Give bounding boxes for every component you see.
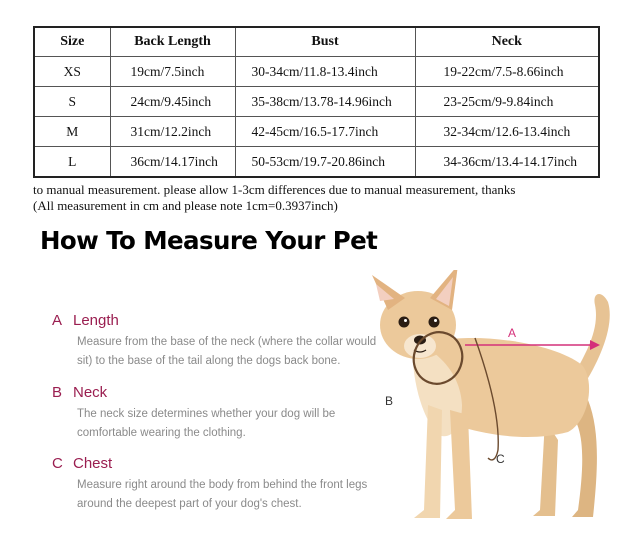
label-a: A xyxy=(508,326,517,340)
page-heading: How To Measure Your Pet xyxy=(40,226,378,255)
neck-cell: 32-34cm/12.6-13.4inch xyxy=(415,117,599,147)
size-chart-table xyxy=(33,26,600,178)
guide-length-label: Length xyxy=(73,312,119,329)
header-back-length: Back Length xyxy=(110,27,235,57)
size-cell: S xyxy=(34,87,110,117)
guide-neck-description: The neck size determines whether your dog will be comfortable wearing the clothing. xyxy=(77,408,336,439)
size-cell: L xyxy=(34,147,110,178)
guide-letter-b: B xyxy=(52,384,63,401)
guide-length xyxy=(52,312,377,371)
back-length-cell: 19cm/7.5inch xyxy=(110,57,235,87)
table-row xyxy=(34,87,599,117)
label-b: B xyxy=(385,394,394,408)
conversion-note: (All measurement in cm and please note 1cm=0.3937inch) xyxy=(33,198,338,213)
dog-measurement-illustration xyxy=(350,270,640,550)
guide-neck xyxy=(52,384,377,443)
size-cell: M xyxy=(34,117,110,147)
back-length-cell: 24cm/9.45inch xyxy=(110,87,235,117)
guide-chest-description: Measure right around the body from behind the front legs around the deepest part of your dog's chest. xyxy=(77,479,368,510)
bust-cell: 42-45cm/16.5-17.7inch xyxy=(235,117,415,147)
bust-cell: 35-38cm/13.78-14.96inch xyxy=(235,87,415,117)
size-cell: XS xyxy=(34,57,110,87)
table-row xyxy=(34,117,599,147)
table-row xyxy=(34,57,599,87)
label-c: C xyxy=(496,452,505,466)
guide-chest xyxy=(52,455,377,514)
bust-cell: 50-53cm/19.7-20.86inch xyxy=(235,147,415,178)
guide-neck-title xyxy=(52,384,377,401)
guide-letter-a: A xyxy=(52,312,63,329)
guide-length-title xyxy=(52,312,377,329)
guide-chest-label: Chest xyxy=(73,455,113,472)
table-header-row xyxy=(34,27,599,57)
guide-letter-c: C xyxy=(52,455,63,472)
neck-cell: 19-22cm/7.5-8.66inch xyxy=(415,57,599,87)
measurement-note: to manual measurement. please allow 1-3cm differences due to manual measurement, thanks xyxy=(33,182,516,197)
neck-cell: 23-25cm/9-9.84inch xyxy=(415,87,599,117)
guide-neck-label: Neck xyxy=(73,384,108,401)
neck-cell: 34-36cm/13.4-14.17inch xyxy=(415,147,599,178)
header-neck: Neck xyxy=(415,27,599,57)
back-length-cell: 31cm/12.2inch xyxy=(110,117,235,147)
dog-icon xyxy=(372,270,610,519)
header-bust: Bust xyxy=(235,27,415,57)
bust-cell: 30-34cm/11.8-13.4inch xyxy=(235,57,415,87)
table-row xyxy=(34,147,599,178)
guide-length-description: Measure from the base of the neck (where the collar would sit) to the base of the tail along the dogs back bone. xyxy=(77,336,377,367)
header-size: Size xyxy=(34,27,110,57)
guide-chest-title xyxy=(52,455,377,472)
back-length-cell: 36cm/14.17inch xyxy=(110,147,235,178)
